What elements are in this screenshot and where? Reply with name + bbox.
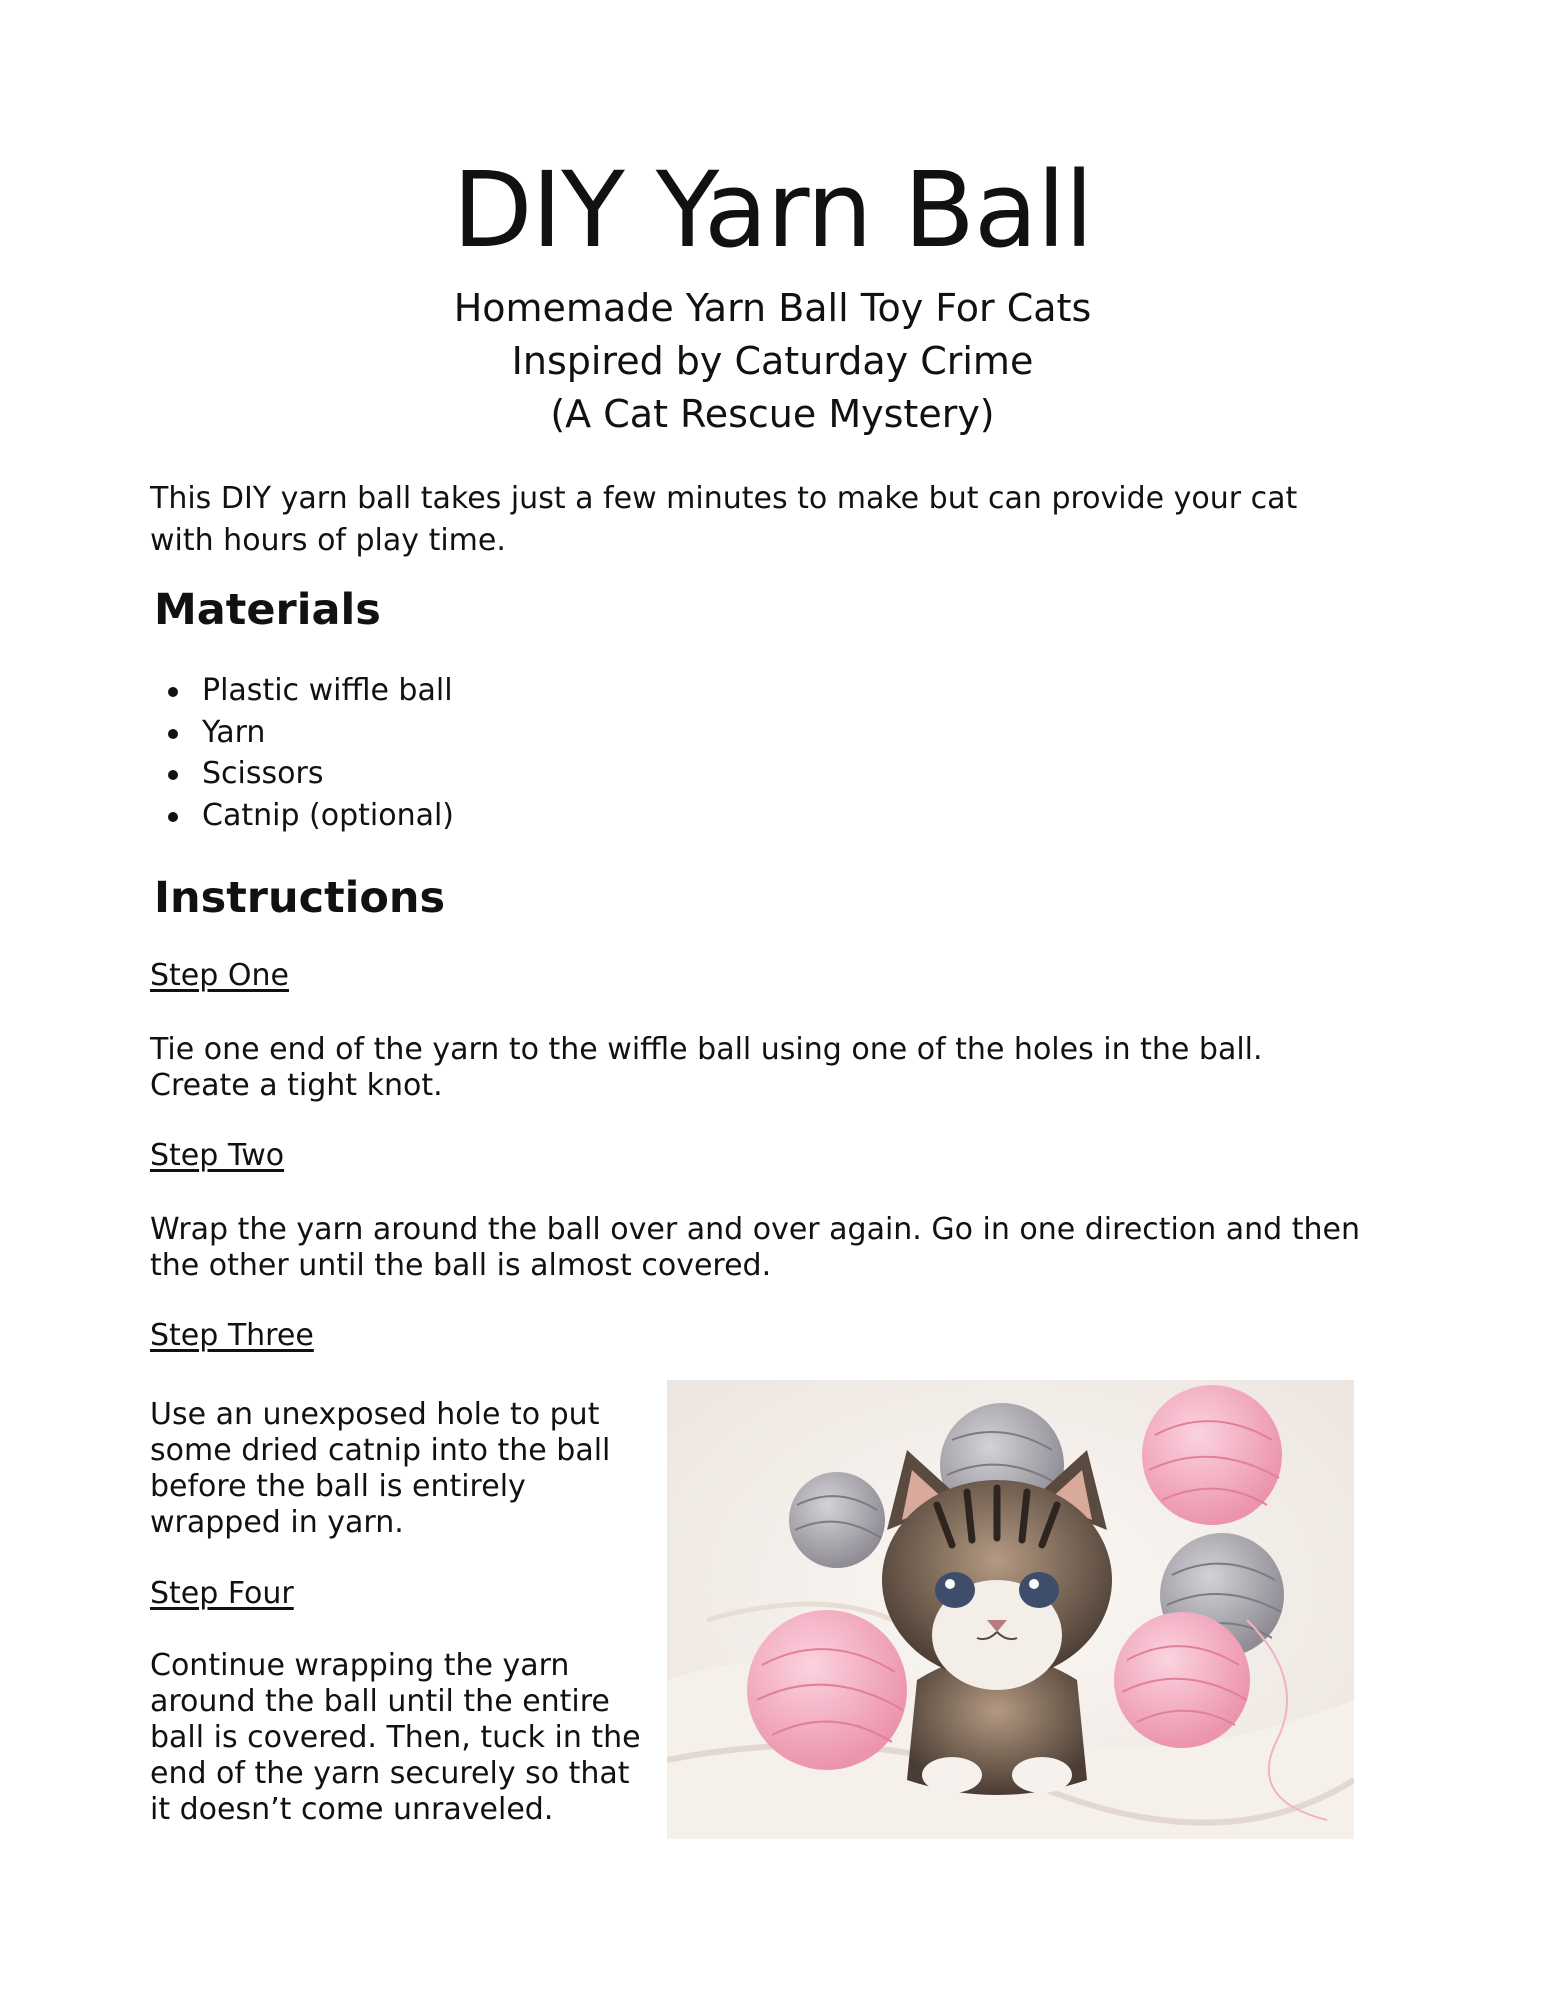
list-item: Plastic wiffle ball	[202, 670, 454, 712]
subtitle-block	[0, 282, 1545, 441]
step-one-label: Step One	[150, 958, 289, 993]
pink-yarn-ball	[1114, 1612, 1250, 1748]
step-three-label: Step Three	[150, 1318, 314, 1353]
list-item: Scissors	[202, 753, 454, 795]
subtitle-line: Inspired by Caturday Crime	[511, 339, 1034, 383]
pink-yarn-ball	[1142, 1385, 1282, 1525]
step-four-text: Continue wrapping the yarn around the ball until the entire ball is covered. Then, tuck in the end of the yarn securely so that it doesn’t come unraveled.	[150, 1648, 641, 1827]
pink-yarn-ball	[747, 1610, 907, 1770]
instructions-heading: Instructions	[154, 873, 446, 923]
step-two-text: Wrap the yarn around the ball over and over again. Go in one direction and then the other until the ball is almost covered.	[150, 1212, 1360, 1283]
subtitle-line: Homemade Yarn Ball Toy For Cats	[453, 286, 1092, 330]
step-two-label: Step Two	[150, 1138, 285, 1173]
list-item: Catnip (optional)	[202, 795, 454, 837]
step-three-text: Use an unexposed hole to put some dried catnip into the ball before the ball is entirely wrapped in yarn.	[150, 1397, 611, 1540]
page-title: DIY Yarn Ball	[452, 149, 1093, 271]
kitten-photo	[667, 1380, 1354, 1839]
gray-yarn-ball	[789, 1472, 885, 1568]
materials-list	[160, 670, 454, 836]
step-four-label: Step Four	[150, 1576, 294, 1611]
kitten	[882, 1450, 1112, 1795]
intro-paragraph: This DIY yarn ball takes just a few minutes to make but can provide your cat with hours of play time.	[150, 481, 1298, 558]
step-one-text: Tie one end of the yarn to the wiffle ball using one of the holes in the ball. Create a tight knot.	[150, 1032, 1263, 1103]
list-item: Yarn	[202, 712, 454, 754]
materials-heading: Materials	[154, 585, 381, 635]
kitten-with-yarn-illustration	[667, 1380, 1354, 1839]
subtitle-line: (A Cat Rescue Mystery)	[550, 392, 995, 436]
